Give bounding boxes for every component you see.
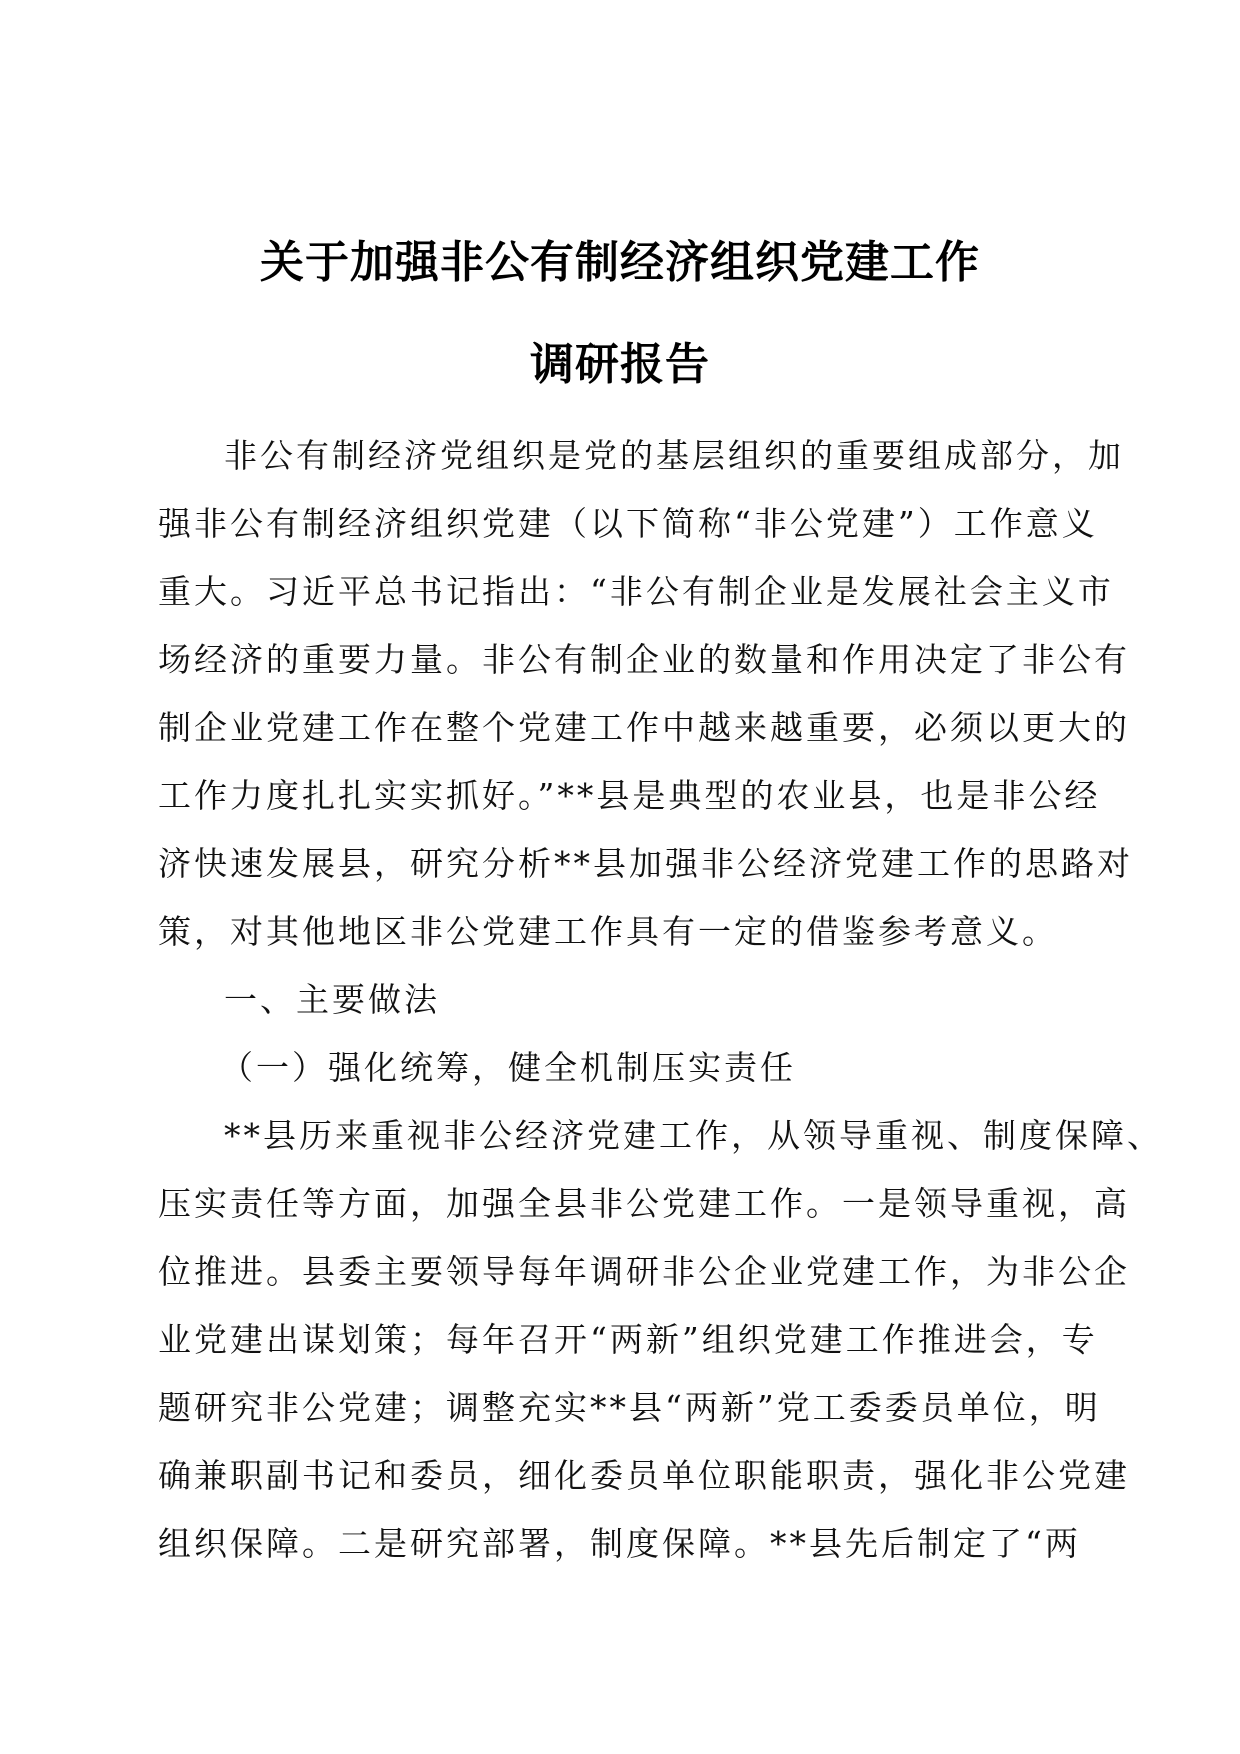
- paragraph-2-line: 组织保障。二是研究部署，制度保障。**县先后制定了“两: [158, 1524, 1081, 1563]
- section-heading: 一、主要做法: [224, 980, 440, 1019]
- paragraph-2-line: 确兼职副书记和委员，细化委员单位职能职责，强化非公党建: [158, 1456, 1130, 1495]
- paragraph-1-line: 制企业党建工作在整个党建工作中越来越重要，必须以更大的: [158, 708, 1130, 747]
- paragraph-2-line: **县历来重视非公经济党建工作，从领导重视、制度保障、: [224, 1116, 1163, 1155]
- paragraph-1-line: 工作力度扎扎实实抓好。”**县是典型的农业县，也是非公经: [158, 776, 1101, 815]
- document-title-line-2: 调研报告: [530, 339, 710, 390]
- subsection-heading: （一）强化统筹，健全机制压实责任: [220, 1048, 796, 1087]
- paragraph-2-line: 位推进。县委主要领导每年调研非公企业党建工作，为非公企: [158, 1252, 1130, 1291]
- paragraph-2-line: 题研究非公党建；调整充实**县“两新”党工委委员单位，明: [158, 1388, 1101, 1427]
- paragraph-1-line: 强非公有制经济组织党建（以下简称“非公党建”）工作意义: [158, 504, 1098, 543]
- paragraph-1-line: 非公有制经济党组织是党的基层组织的重要组成部分，加: [224, 436, 1124, 475]
- paragraph-1-line: 重大。习近平总书记指出：“非公有制企业是发展社会主义市: [158, 572, 1114, 611]
- paragraph-2-line: 业党建出谋划策；每年召开“两新”组织党建工作推进会，专: [158, 1320, 1098, 1359]
- paragraph-1-line: 场经济的重要力量。非公有制企业的数量和作用决定了非公有: [158, 640, 1130, 679]
- paragraph-1-line: 济快速发展县，研究分析**县加强非公经济党建工作的思路对: [158, 844, 1133, 883]
- paragraph-1-line-last: 策，对其他地区非公党建工作具有一定的借鉴参考意义。: [158, 912, 1058, 951]
- document-title-line-1: 关于加强非公有制经济组织党建工作: [260, 237, 980, 288]
- paragraph-2-line: 压实责任等方面，加强全县非公党建工作。一是领导重视，高: [158, 1184, 1130, 1223]
